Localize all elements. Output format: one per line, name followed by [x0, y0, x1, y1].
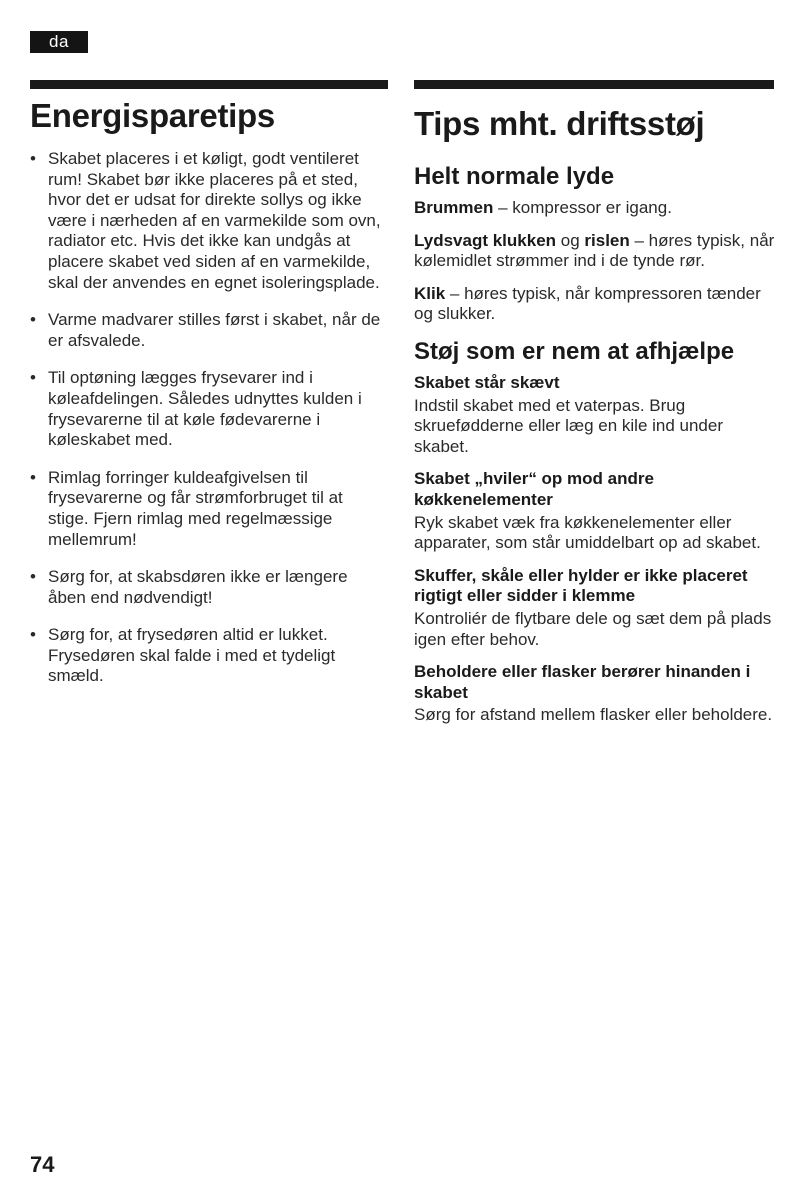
bullet-icon: • — [30, 567, 36, 587]
energy-tips-heading: Energisparetips — [30, 97, 275, 134]
list-item: • Rimlag forringer kuldeafgivelsen til frysevarerne og får strømforbruget til at stige. Fjern rimlag med regelmæssige mellemrum! — [30, 467, 343, 549]
fix-entry — [414, 373, 776, 457]
section-rule-right — [414, 80, 774, 89]
fix-body: Kontroliér de flytbare dele og sæt dem på plads igen efter behov. — [414, 608, 772, 649]
fix-body: Indstil skabet med et vaterpas. Brug skruefødderne eller læg en kile ind under skabet. — [414, 395, 724, 456]
normal-sound-entry: Brummen – kompressor er igang. — [414, 198, 672, 217]
energy-tips-list — [30, 149, 388, 687]
list-item: • Skabet placeres i et køligt, godt ventileret rum! Skabet bør ikke placeres på et sted, hvor det er udsat for direkte sollys og ikke være i nærheden af en varmekilde som ovn, radiator etc. Hvis det ikke kan undgås at placere skabet ved siden af en varmekilde, skal der anvendes en egnet isoleringsplade. — [30, 149, 381, 292]
noise-tips-column — [414, 95, 776, 738]
page-number: 74 — [30, 1152, 55, 1177]
list-item: • Sørg for, at frysedøren altid er lukket. Frysedøren skal falde i med et tydeligt smæld. — [30, 625, 336, 686]
noise-tips-heading: Tips mht. driftsstøj — [414, 105, 705, 142]
list-item: • Varme madvarer stilles først i skabet, når de er afsvalede. — [30, 310, 381, 350]
fix-title: Beholdere eller flasker berører hinanden i skabet — [414, 662, 751, 702]
fix-body: Ryk skabet væk fra køkkenelementer eller apparater, som står umiddelbart op ad skabet. — [414, 512, 761, 553]
list-item: • Sørg for, at skabsdøren ikke er længere åben end nødvendigt! — [30, 567, 348, 607]
bullet-icon: • — [30, 625, 36, 645]
bullet-icon: • — [30, 310, 36, 330]
fixable-noise-heading: Støj som er nem at afhjælpe — [414, 337, 735, 365]
fix-entry — [414, 566, 776, 650]
bullet-icon: • — [30, 467, 36, 487]
fix-entry — [414, 662, 776, 726]
bullet-icon: • — [30, 368, 36, 388]
fix-body: Sørg for afstand mellem flasker eller beholdere. — [414, 705, 773, 725]
bullet-icon: • — [30, 149, 36, 168]
fix-title: Skabet står skævt — [414, 372, 560, 392]
normal-sound-entry: Klik – høres typisk, når kompressoren tænder og slukker. — [414, 283, 761, 324]
list-item: • Til optøning lægges frysevarer ind i køleafdelingen. Således udnyttes kulden i frysevarerne til at køle fødevarerne i køleskabet med. — [30, 368, 362, 450]
section-rule-left — [30, 80, 388, 89]
fix-title: Skabet „hviler“ op mod andre køkkenelementer — [414, 469, 654, 509]
normal-sounds-heading: Helt normale lyde — [414, 163, 615, 190]
language-tag: da — [30, 31, 88, 53]
normal-sound-entry: Lydsvagt klukken og rislen – høres typisk, når kølemidlet strømmer ind i de tynde rør. — [414, 230, 775, 271]
fix-title: Skuffer, skåle eller hylder er ikke placeret rigtigt eller sidder i klemme — [414, 565, 748, 606]
energy-tips-column — [30, 95, 388, 704]
fix-entry — [414, 469, 776, 553]
